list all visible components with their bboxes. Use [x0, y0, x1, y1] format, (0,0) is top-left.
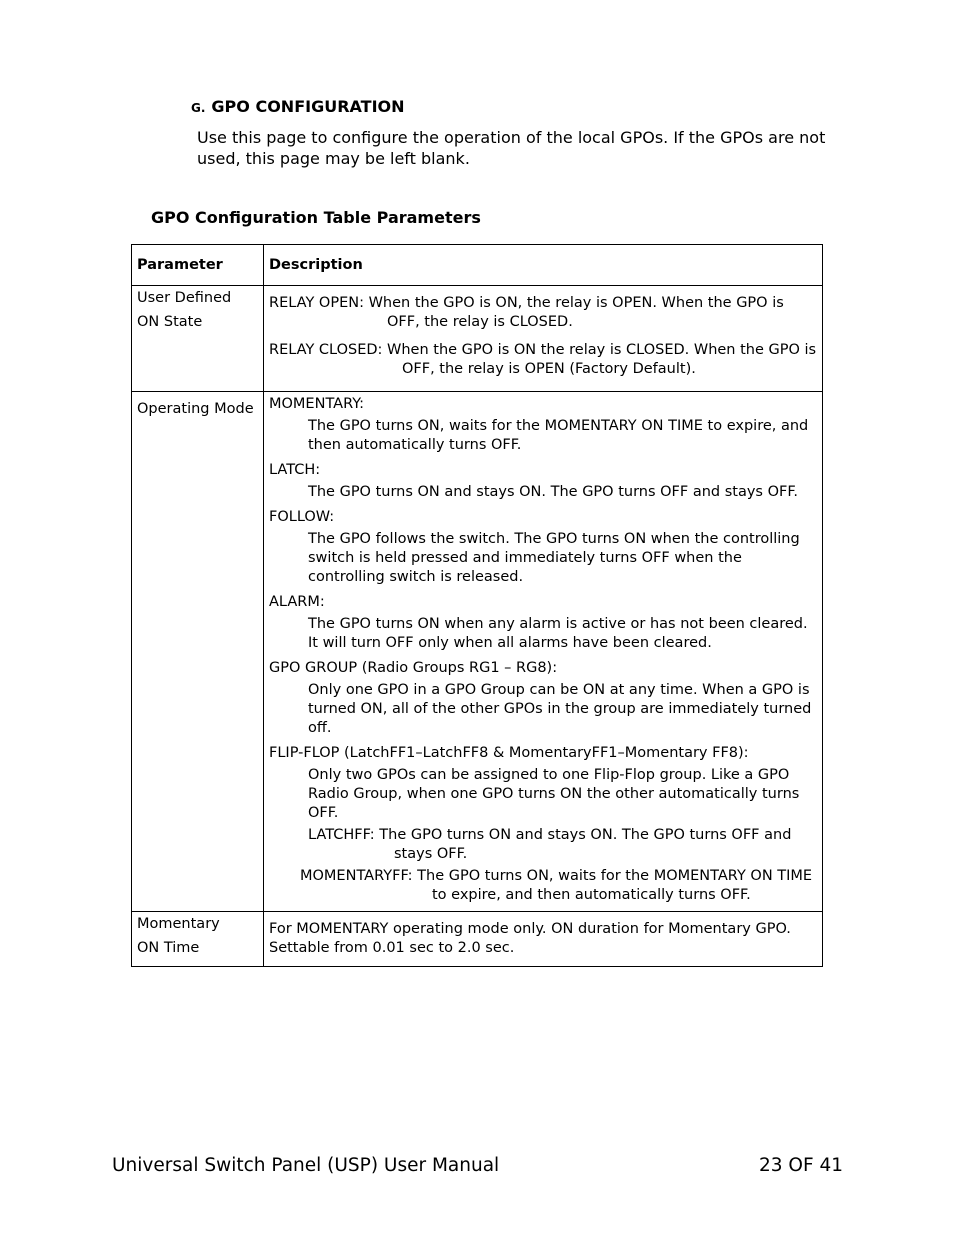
mode-desc-flip-flop: Only two GPOs can be assigned to one Flip-Flop group. Like a GPO Radio Group, when one GPO turns ON the other automatically turns OFF. — [308, 767, 800, 821]
table-title: GPO Configuration Table Parameters — [151, 208, 481, 227]
section-letter: G. — [191, 101, 206, 115]
gpo-parameters-table — [131, 244, 823, 967]
section-title: GPO CONFIGURATION — [211, 97, 405, 116]
mode-label-flip-flop: FLIP-FLOP (LatchFF1–LatchFF8 & MomentaryFF1–Momentary FF8): — [269, 745, 749, 761]
latchff-desc: LATCHFF: The GPO turns ON and stays ON. The GPO turns OFF and stays OFF. — [308, 827, 792, 862]
mode-desc-alarm: The GPO turns ON when any alarm is active or has not been cleared. It will turn OFF only when all alarms have been cleared. — [308, 616, 808, 651]
mode-desc-latch: The GPO turns ON and stays ON. The GPO turns OFF and stays OFF. — [308, 484, 798, 500]
section-heading — [191, 97, 405, 116]
mode-label-alarm: ALARM: — [269, 594, 325, 610]
momentary-time-desc: For MOMENTARY operating mode only. ON duration for Momentary GPO. Settable from 0.01 sec to 2.0 sec. — [269, 921, 791, 956]
footer-page-number: 23 OF 41 — [759, 1155, 844, 1176]
param-on-state-line1: User Defined — [137, 290, 232, 306]
mode-desc-follow: The GPO follows the switch. The GPO turns ON when the controlling switch is held pressed and immediately turns OFF when the controlling switch is released. — [308, 531, 800, 585]
header-parameter: Parameter — [132, 245, 264, 286]
param-cell-on-state — [132, 286, 264, 392]
table-row — [132, 912, 823, 967]
mode-label-latch: LATCH: — [269, 462, 321, 478]
desc-cell-operating-mode — [264, 392, 823, 912]
relay-closed-desc: RELAY CLOSED: When the GPO is ON the relay is CLOSED. When the GPO is OFF, the relay is OPEN (Factory Default). — [269, 342, 817, 377]
intro-paragraph: Use this page to configure the operation of the local GPOs. If the GPOs are not used, this page may be left blank. — [197, 128, 826, 168]
mode-label-follow: FOLLOW: — [269, 509, 335, 525]
table-header-row — [132, 245, 823, 286]
header-description: Description — [264, 245, 823, 286]
mode-label-momentary: MOMENTARY: — [269, 396, 365, 412]
param-momentary-line2: ON Time — [137, 940, 200, 956]
param-momentary-line1: Momentary — [137, 916, 220, 932]
momentaryff-desc: MOMENTARYFF: The GPO turns ON, waits for the MOMENTARY ON TIME to expire, and then automatically turns OFF. — [300, 868, 813, 903]
param-cell-operating-mode — [132, 392, 264, 912]
mode-desc-momentary: The GPO turns ON, waits for the MOMENTARY ON TIME to expire, and then automatically turns OFF. — [308, 418, 809, 453]
param-on-state-line2: ON State — [137, 314, 203, 330]
footer-title: Universal Switch Panel (USP) User Manual — [112, 1155, 500, 1176]
desc-cell-on-state — [264, 286, 823, 392]
desc-cell-momentary-time — [264, 912, 823, 967]
table-row — [132, 286, 823, 392]
relay-open-desc: RELAY OPEN: When the GPO is ON, the relay is OPEN. When the GPO is OFF, the relay is CLOSED. — [269, 295, 784, 330]
mode-desc-gpo-group: Only one GPO in a GPO Group can be ON at any time. When a GPO is turned ON, all of the other GPOs in the group are immediately turned off. — [308, 682, 812, 736]
table-row — [132, 392, 823, 912]
mode-label-gpo-group: GPO GROUP (Radio Groups RG1 – RG8): — [269, 660, 558, 676]
param-cell-momentary-time — [132, 912, 264, 967]
param-operating-mode: Operating Mode — [137, 401, 254, 417]
